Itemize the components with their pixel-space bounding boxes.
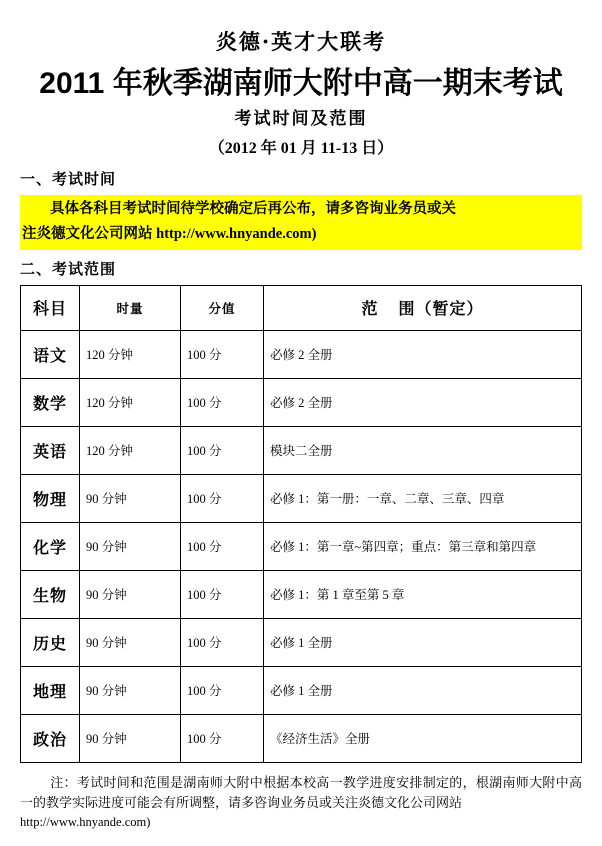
notice-line-2: 注炎德文化公司网站 http://www.hnyande.com) (22, 226, 317, 243)
header-scope (264, 285, 582, 330)
cell-duration: 90 分钟 (80, 714, 181, 762)
cell-duration: 90 分钟 (80, 618, 181, 666)
section-heading-exam-scope: 二、考试范围 (20, 261, 117, 278)
page-subtitle: 考试时间及范围 (234, 109, 368, 128)
cell-duration: 90 分钟 (80, 522, 181, 570)
cell-duration: 120 分钟 (80, 426, 181, 474)
table-row (21, 378, 582, 426)
cell-subject: 化学 (21, 522, 80, 570)
footer-note-text: 注：考试时间和范围是湖南师大附中根据本校高一教学进度安排制定的，根湖南师大附中高一的教学实际进度可能会有所调整，请多咨询业务员或关注炎德文化公司网站 (20, 774, 582, 810)
header-score: 分值 (181, 285, 264, 330)
cell-duration: 90 分钟 (80, 666, 181, 714)
footer-note (20, 773, 582, 833)
cell-duration: 90 分钟 (80, 474, 181, 522)
cell-scope: 《经济生活》全册 (264, 714, 582, 762)
cell-score: 100 分 (181, 666, 264, 714)
cell-scope: 必修 2 全册 (264, 330, 582, 378)
table-row (21, 570, 582, 618)
cell-scope: 必修 1：第一章~第四章；重点：第三章和第四章 (264, 522, 582, 570)
cell-score: 100 分 (181, 522, 264, 570)
cell-subject: 政治 (21, 714, 80, 762)
table-header-row (21, 285, 582, 330)
cell-scope: 必修 1：第 1 章至第 5 章 (264, 570, 582, 618)
cell-scope: 必修 1 全册 (264, 618, 582, 666)
cell-scope: 模块二全册 (264, 426, 582, 474)
cell-score: 100 分 (181, 330, 264, 378)
cell-duration: 120 分钟 (80, 378, 181, 426)
cell-subject: 英语 (21, 426, 80, 474)
cell-duration: 90 分钟 (80, 570, 181, 618)
footer-note-url: http://www.hnyande.com) (20, 815, 151, 830)
cell-score: 100 分 (181, 474, 264, 522)
cell-score: 100 分 (181, 378, 264, 426)
table-row (21, 618, 582, 666)
brand-line: 炎德·英才大联考 (215, 29, 387, 54)
cell-score: 100 分 (181, 570, 264, 618)
cell-subject: 数学 (21, 378, 80, 426)
header-scope-left: 范 (361, 301, 379, 319)
cell-subject: 语文 (21, 330, 80, 378)
header-scope-right: 围（暂定） (398, 301, 484, 319)
section-heading-exam-time: 一、考试时间 (20, 172, 117, 188)
header-duration: 时量 (80, 285, 181, 330)
cell-score: 100 分 (181, 618, 264, 666)
notice-highlight (20, 195, 582, 250)
cell-scope: 必修 1 全册 (264, 666, 582, 714)
exam-scope-table (20, 285, 582, 763)
cell-scope: 必修 2 全册 (264, 378, 582, 426)
page-title: 2011 年秋季湖南师大附中高一期末考试 (39, 67, 563, 100)
cell-subject: 地理 (21, 666, 80, 714)
cell-subject: 历史 (21, 618, 80, 666)
table-row (21, 714, 582, 762)
notice-line-1: 具体各科目考试时间待学校确定后再公布，请多咨询业务员或关 (50, 201, 456, 217)
table-row (21, 522, 582, 570)
table-body (21, 330, 582, 762)
table-row (21, 426, 582, 474)
cell-subject: 物理 (21, 474, 80, 522)
table-header (21, 285, 582, 330)
table-row (21, 330, 582, 378)
exam-date-range: （2012 年 01 月 11-13 日） (208, 140, 394, 157)
cell-subject: 生物 (21, 570, 80, 618)
table-row (21, 474, 582, 522)
cell-score: 100 分 (181, 426, 264, 474)
cell-scope: 必修 1：第一册：一章、二章、三章、四章 (264, 474, 582, 522)
table-row (21, 666, 582, 714)
header-subject: 科目 (21, 285, 80, 330)
cell-score: 100 分 (181, 714, 264, 762)
cell-duration: 120 分钟 (80, 330, 181, 378)
